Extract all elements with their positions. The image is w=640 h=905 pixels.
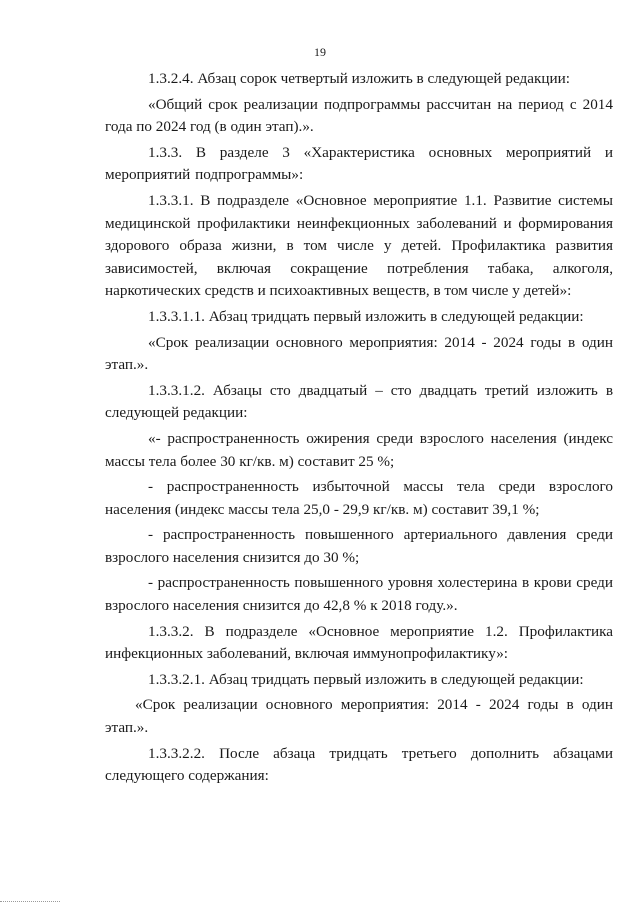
paragraph-1-3-3-2: 1.3.3.2. В подразделе «Основное мероприятие 1.2. Профилактика инфекционных заболеваний, включая иммунопрофилактику»: (105, 622, 613, 663)
page-number: 19 (314, 45, 326, 59)
paragraph-1-3-3: 1.3.3. В разделе 3 «Характеристика основных мероприятий и мероприятий подпрограммы»: (105, 143, 613, 184)
paragraph-1-3-2-4: 1.3.2.4. Абзац сорок четвертый изложить в следующей редакции: (148, 70, 570, 87)
paragraph-1-3-3-1: 1.3.3.1. В подразделе «Основное мероприятие 1.1. Развитие системы медицинской профилактики неинфекционных заболеваний и формирования здорового образа жизни, в том числе у детей. Профилактика развития зависимостей, включая сокращение потребления табака, алкоголя, наркотических средств и психоактивных веществ, в том числе у детей»: (105, 191, 613, 300)
paragraph-quote-measure-term-2: «Срок реализации основного мероприятия: 2014 - 2024 годы в один этап.». (105, 696, 613, 737)
document-body (105, 68, 613, 791)
paragraph-1-3-3-2-1: 1.3.3.2.1. Абзац тридцать первый изложить в следующей редакции: (148, 670, 584, 688)
paragraph-quote-subprogram-term: «Общий срок реализации подпрограммы рассчитан на период с 2014 года по 2024 год (в один этап).». (105, 95, 613, 136)
scan-edge-mark (0, 901, 60, 902)
paragraph-1-3-3-1-1: 1.3.3.1.1. Абзац тридцать первый изложить в следующей редакции: (148, 307, 584, 325)
paragraph-cholesterol: - распространенность повышенного уровня холестерина в крови среди взрослого населения снизится до 42,8 % к 2018 году.». (105, 574, 613, 615)
paragraph-1-3-3-1-2: 1.3.3.1.2. Абзацы сто двадцатый – сто двадцать третий изложить в следующей редакции: (105, 381, 613, 422)
paragraph-1-3-3-2-2: 1.3.3.2.2. После абзаца тридцать третьего дополнить абзацами следующего содержания: (105, 744, 613, 785)
paragraph-overweight: - распространенность избыточной массы тела среди взрослого населения (индекс массы тела 25,0 - 29,9 кг/кв. м) составит 39,1 %; (105, 478, 613, 518)
paragraph-quote-measure-term-1: «Срок реализации основного мероприятия: 2014 - 2024 годы в один этап.». (105, 333, 613, 374)
paragraph-blood-pressure: - распространенность повышенного артериального давления среди взрослого населения снизится до 30 %; (105, 526, 613, 566)
paragraph-obesity: «- распространенность ожирения среди взрослого населения (индекс массы тела более 30 кг/кв. м) составит 25 %; (105, 429, 613, 470)
